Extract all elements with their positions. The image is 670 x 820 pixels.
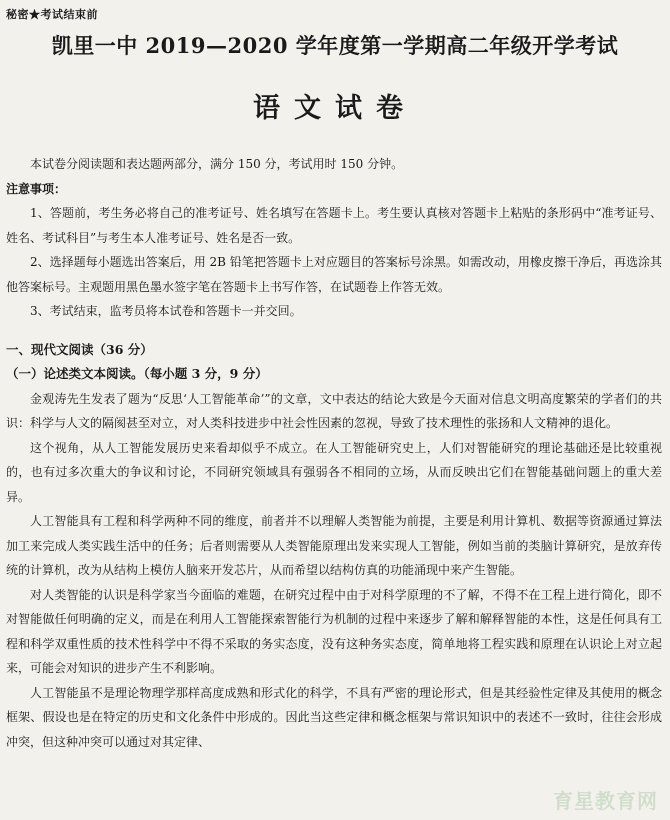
- passage-paragraph-1: 金观涛先生发表了题为“反思‘人工智能革命’”的文章，文中表达的结论大致是今天面对信息文明高度繁荣的学者们的共识：科学与人文的隔阂甚至对立，对人类科技进步中社会性因素的忽视，导致了技术理性的张扬和人文精神的退化。: [6, 391, 662, 430]
- passage-paragraph-2: 这个视角，从人工智能发展历史来看却似乎不成立。在人工智能研究史上，人们对智能研究的理论基础还是比较重视的，也有过多次重大的争议和讨论，不同研究领域具有强弱各不相同的立场，从而反映出它们在智能基础问题上的重大差异。: [6, 440, 662, 504]
- notice-heading: 注意事项：: [6, 181, 67, 196]
- instructions-intro: 本试卷分阅读题和表达题两部分，满分 150 分，考试用时 150 分钟。: [30, 157, 404, 171]
- passage-paragraph-3: 人工智能具有工程和科学两种不同的维度，前者并不以理解人类智能为前提，主要是利用计算机、数据等资源通过算法加工来完成人类实践生活中的任务；后者则需要从人类智能原理出发来实现人工智能，例如当前的类脑计算研究，是放弃传统的计算机，改为从结构上模仿人脑来开发芯片，从而希望以结构仿真的功能涌现中来产生智能。: [6, 514, 662, 577]
- watermark-logo: 育星教育网: [553, 789, 658, 813]
- subject-title: 语文试卷: [253, 93, 417, 124]
- passage-paragraph-5: 人工智能虽不是理论物理学那样高度成熟和形式化的科学，不具有严密的理论形式，但是其经验性定律及其使用的概念框架、假设也是在特定的历史和文化条件中形成的。因此当这些定律和概念框架与常识知识中的表述不一致时，往往会形成冲突，但这种冲突可以通过对其定律、: [6, 685, 662, 749]
- notice-item-1: 1、答题前，考生务必将自己的准考证号、姓名填写在答题卡上。考生要认真核对答题卡上粘贴的条形码中“准考证号、姓名、考试科目”与考生本人准考证号、姓名是否一致。: [6, 206, 662, 245]
- notice-item-3: 3、考试结束，监考员将本试卷和答题卡一并交回。: [30, 304, 302, 318]
- subsection-heading: （一）论述类文本阅读。（每小题 3 分，9 分）: [6, 366, 268, 381]
- document-body: [6, 152, 662, 754]
- notice-item-2: 2、选择题每小题选出答案后，用 2B 铅笔把答题卡上对应题目的答案标号涂黑。如需改动，用橡皮擦干净后，再选涂其他答案标号。主观题用黑色墨水签字笔在答题卡上书写作答，在试题卷上作答无效。: [6, 255, 662, 294]
- section-heading: 一、现代文阅读（36 分）: [6, 341, 153, 357]
- confidential-label: 秘密★考试结束前: [6, 8, 98, 21]
- passage-paragraph-4: 对人类智能的认识是科学家当今面临的难题，在研究过程中由于对科学原理的不了解，不得不在工程上进行简化，即不对智能做任何明确的定义，而是在利用人工智能探索智能行为机制的过程中来逐步了解和解释智能的本性，这是任何具有工程和科学双重性质的技术性科学中不得不采取的务实态度，没有这种务实态度，简单地将工程实践和原理在认识论上对立起来，可能会对知识的进步产生不利影响。: [6, 587, 662, 675]
- section-spacer: [6, 324, 662, 338]
- exam-title: 凯里一中 2019—2020 学年度第一学期高二年级开学考试: [51, 33, 619, 58]
